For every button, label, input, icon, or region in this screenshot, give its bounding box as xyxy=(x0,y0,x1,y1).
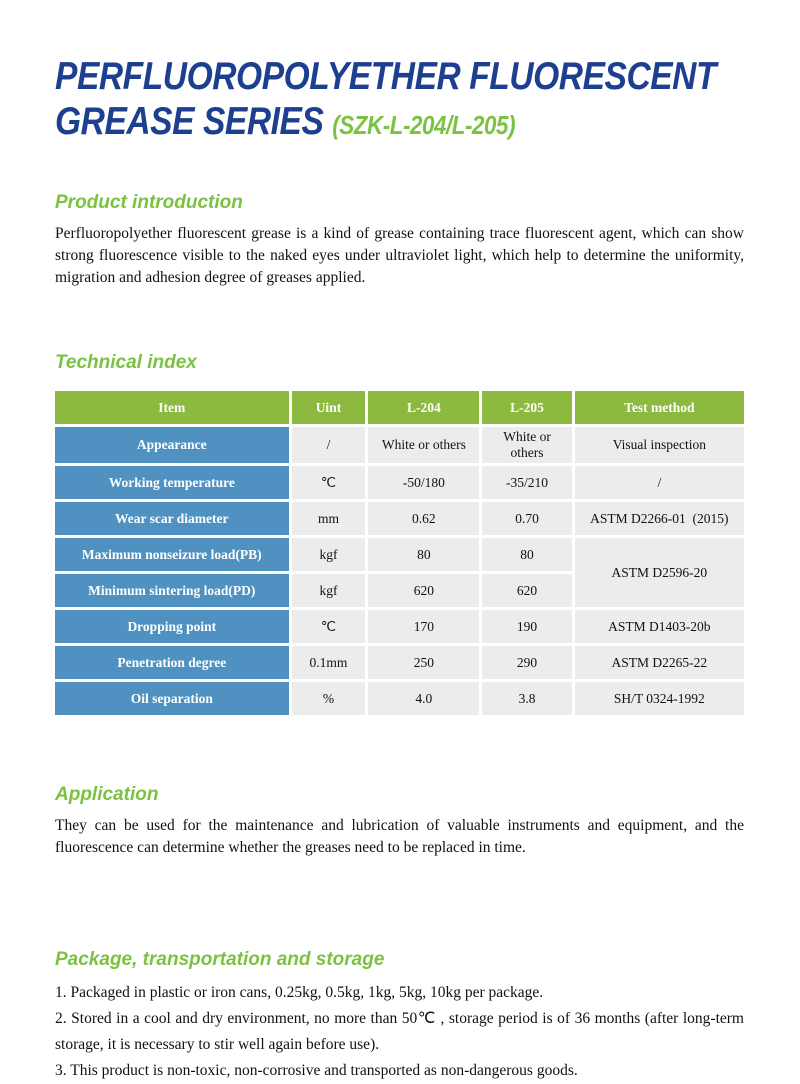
section-technical-index xyxy=(55,352,744,718)
cell-item: Maximum nonseizure load(PB) xyxy=(55,538,289,571)
cell-test-method: ASTM D2265-22 xyxy=(575,646,744,679)
table-row-appearance xyxy=(55,427,744,463)
cell-l205: 290 xyxy=(482,646,571,679)
cell-item: Wear scar diameter xyxy=(55,502,289,535)
section-package-transport-storage xyxy=(55,949,744,1084)
cell-item: Oil separation xyxy=(55,682,289,715)
package-list-item-3: 3. This product is non-toxic, non-corrosive and transported as non-dangerous goods. xyxy=(55,1062,578,1080)
cell-test-method: ASTM D2266-01 (2015) xyxy=(575,502,744,535)
cell-unit: ℃ xyxy=(292,466,366,499)
technical-index-heading: Technical index xyxy=(55,352,197,373)
page-title-line2 xyxy=(55,99,648,148)
product-introduction-heading: Product introduction xyxy=(55,192,243,213)
cell-l204: 4.0 xyxy=(368,682,479,715)
cell-l204: 250 xyxy=(368,646,479,679)
cell-l204: -50/180 xyxy=(368,466,479,499)
cell-unit: 0.1mm xyxy=(292,646,366,679)
application-body: They can be used for the maintenance and lubrication of valuable instruments and equipment, and the fluorescence can determine whether the greases need to be replaced in time. xyxy=(55,817,744,856)
cell-l204: 170 xyxy=(368,610,479,643)
package-list xyxy=(55,980,744,1084)
table-row-penetration-degree xyxy=(55,646,744,679)
cell-unit: % xyxy=(292,682,366,715)
table-header-row xyxy=(55,391,744,424)
cell-unit: / xyxy=(292,427,366,463)
cell-item: Working temperature xyxy=(55,466,289,499)
technical-index-table xyxy=(52,388,747,718)
cell-item: Penetration degree xyxy=(55,646,289,679)
column-header-l205: L-205 xyxy=(482,391,571,424)
page-title-line2-main: GREASE SERIES xyxy=(55,100,333,143)
cell-test-method-merged: ASTM D2596-20 xyxy=(575,538,744,607)
cell-l205: 620 xyxy=(482,574,571,607)
cell-unit: mm xyxy=(292,502,366,535)
column-header-l204: L-204 xyxy=(368,391,479,424)
cell-test-method: / xyxy=(575,466,744,499)
column-header-test-method: Test method xyxy=(575,391,744,424)
table-row-oil-separation xyxy=(55,682,744,715)
page-title xyxy=(55,54,744,148)
package-list-item-1: 1. Packaged in plastic or iron cans, 0.25kg, 0.5kg, 1kg, 5kg, 10kg per package. xyxy=(55,984,544,1001)
section-application xyxy=(55,784,744,859)
table-row-dropping-point xyxy=(55,610,744,643)
cell-l204: 620 xyxy=(368,574,479,607)
cell-item: Appearance xyxy=(55,427,289,463)
product-introduction-body: Perfluoropolyether fluorescent grease is a kind of grease containing trace fluorescent agent, which can show strong fluorescence visible to the naked eyes under ultraviolet light, which help to determine the uniformity, migration and adhesion degree of greases applied. xyxy=(55,225,744,286)
cell-test-method: SH/T 0324-1992 xyxy=(575,682,744,715)
cell-l205: 80 xyxy=(482,538,571,571)
package-heading: Package, transportation and storage xyxy=(55,949,385,970)
page-title-line1: PERFLUOROPOLYETHER FLUORESCENT xyxy=(55,55,717,98)
column-header-unit: Uint xyxy=(292,391,366,424)
cell-l204: 80 xyxy=(368,538,479,571)
table-row-working-temperature xyxy=(55,466,744,499)
cell-item: Minimum sintering load(PD) xyxy=(55,574,289,607)
page-title-model-code: (SZK-L-204/L-205) xyxy=(332,110,516,140)
cell-unit: kgf xyxy=(292,574,366,607)
cell-l205: White or others xyxy=(482,427,571,463)
cell-l205: 0.70 xyxy=(482,502,571,535)
package-list-item-2: 2. Stored in a cool and dry environment, no more than 50℃ , storage period is of 36 months (after long-term storage, it is necessary to stir well again before use). xyxy=(55,1010,744,1054)
cell-unit: kgf xyxy=(292,538,366,571)
cell-test-method: Visual inspection xyxy=(575,427,744,463)
column-header-item: Item xyxy=(55,391,289,424)
cell-unit: ℃ xyxy=(292,610,366,643)
cell-l204: 0.62 xyxy=(368,502,479,535)
table-row-wear-scar-diameter xyxy=(55,502,744,535)
cell-test-method: ASTM D1403-20b xyxy=(575,610,744,643)
cell-l205: 190 xyxy=(482,610,571,643)
application-heading: Application xyxy=(55,784,159,805)
cell-l204: White or others xyxy=(368,427,479,463)
section-product-introduction xyxy=(55,192,744,289)
cell-item: Dropping point xyxy=(55,610,289,643)
cell-l205: -35/210 xyxy=(482,466,571,499)
table-row-maximum-nonseizure-load xyxy=(55,538,744,571)
cell-l205: 3.8 xyxy=(482,682,571,715)
